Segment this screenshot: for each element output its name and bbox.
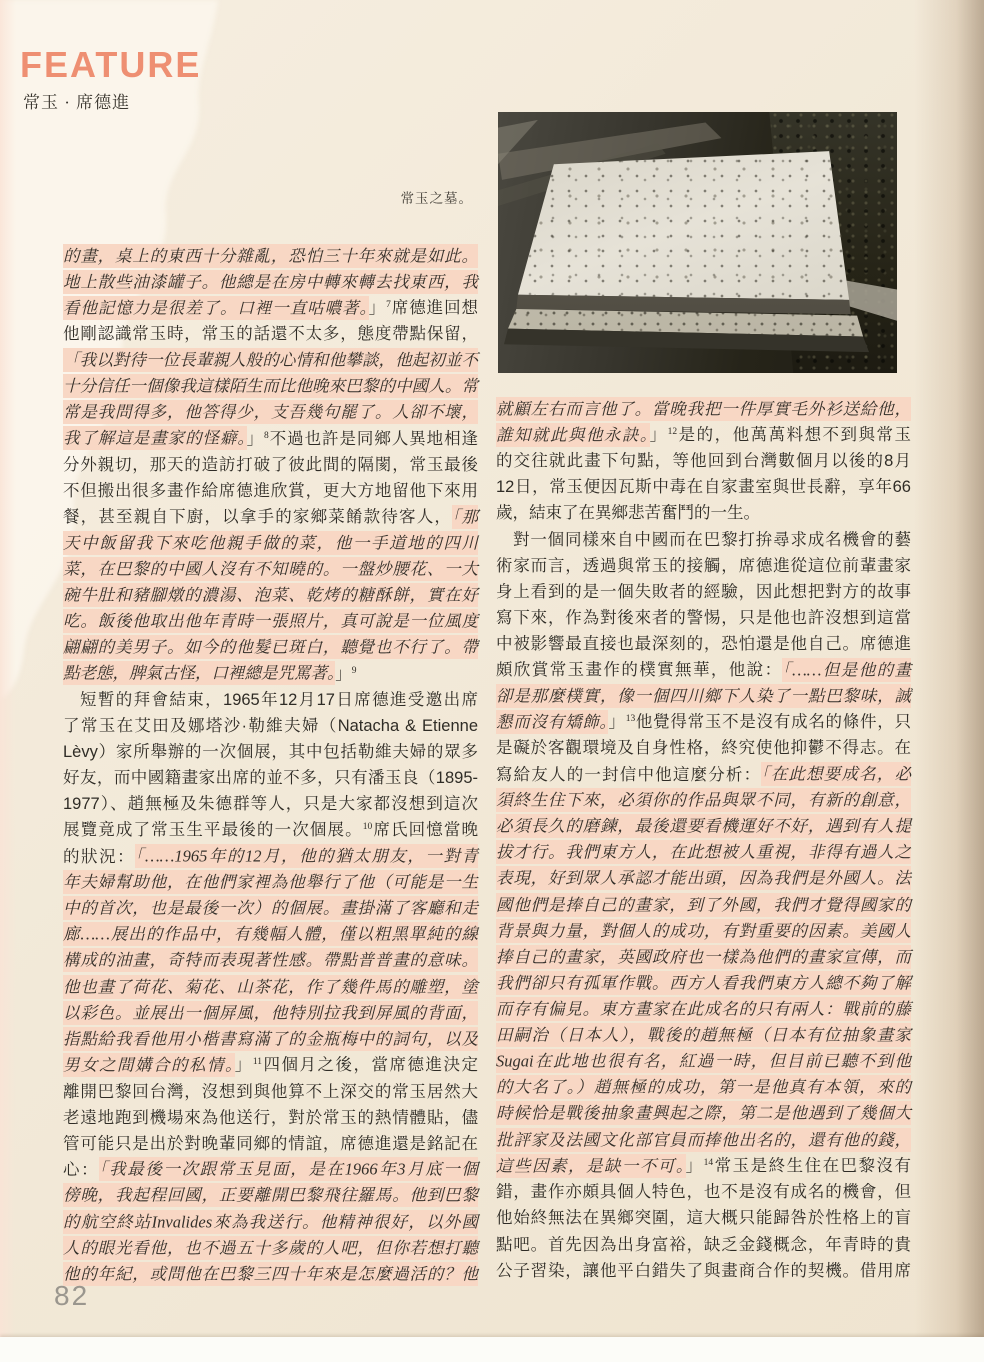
body-text: 公子習染，讓他平白錯失了與畫商合作的契機。借用席 (496, 1261, 911, 1280)
body-text: 是礙於客觀環境及自身性格，終究使他抑鬱不得志。在 (496, 739, 911, 758)
quoted-highlighted-text: 「……1965年的12月，他的猶太朋友，一對青 (135, 844, 478, 868)
text-line (63, 870, 478, 896)
quoted-highlighted-text: 須終生住下來，必須你的作品與眾不同，有新的創意， (496, 788, 911, 812)
quoted-highlighted-text: 十分信任一個像我這樣陌生而比他晚來巴黎的中國人。常 (63, 374, 478, 398)
text-line (496, 762, 911, 788)
footnote-marker: 12 (667, 427, 678, 438)
text-line (63, 713, 478, 739)
text-line (496, 840, 911, 866)
text-line (63, 295, 478, 321)
text-line (496, 918, 911, 944)
text-line (63, 896, 478, 922)
text-line (63, 1079, 478, 1105)
quoted-highlighted-text: 的大名了。）趙無極的成功，第一是他真有本領，來的 (496, 1075, 911, 1099)
body-text: 管可能只是出於對晚輩同鄉的情誼，席德進還是銘記在 (63, 1134, 478, 1153)
quoted-highlighted-text: 「我最後一次跟常玉見面，是在1966年3月底一個 (99, 1157, 478, 1181)
quoted-highlighted-text: 「……但是他的畫 (782, 658, 911, 682)
quoted-highlighted-text: 男女之間媾合的私情。 (63, 1053, 235, 1077)
quoted-highlighted-text: 「在此想要成名，必 (761, 762, 911, 786)
body-text: 常玉是終生住在巴黎沒有 (713, 1157, 912, 1176)
feature-heading: FEATURE (20, 44, 202, 85)
quoted-highlighted-text: 就顧左右而言他了。當晚我把一件厚實毛外衫送給他， (496, 397, 911, 421)
right-text-column (496, 396, 911, 1284)
quoted-highlighted-text: 碗牛肚和豬腳燉的濃湯、泡菜、乾烤的糖酥餅，實在好 (63, 583, 478, 607)
quoted-highlighted-text: 時候恰是戰後抽象畫興起之際，第二是他遇到了幾個大 (496, 1101, 911, 1125)
text-line (63, 948, 478, 974)
text-line (63, 661, 478, 687)
text-line (496, 396, 911, 422)
quoted-highlighted-text: 翩翩的美男子。如今的他髮已斑白，聽覺也不行了。帶 (63, 635, 478, 659)
footnote-marker: 14 (703, 1158, 714, 1169)
body-text: 席德進回想 (390, 299, 478, 318)
body-text: 點吧。首先因為出身富裕，缺乏金錢概念，年青時的貴 (496, 1235, 911, 1254)
text-line (496, 1127, 911, 1153)
text-line (496, 579, 911, 605)
text-line (63, 556, 478, 582)
body-text: 」 (608, 713, 626, 732)
quoted-highlighted-text: 的畫，桌上的東西十分雜亂，恐怕三十年來就是如此。 (63, 244, 478, 268)
body-text: 是的，他萬萬料想不到與常玉 (677, 426, 912, 445)
body-text: 歲，結束了在異鄉悲苦奮鬥的一生。 (496, 504, 760, 523)
text-line (496, 1049, 911, 1075)
quoted-highlighted-text: 這些因素，是缺一不可。 (496, 1154, 686, 1178)
body-text: 」 (234, 1056, 253, 1075)
text-line (496, 814, 911, 840)
quoted-highlighted-text: 田嗣治（日本人），戰後的趙無極（日本有位抽象畫家 (496, 1023, 911, 1047)
quoted-highlighted-text: 表現，好到眾人承認才能出頭，因為我們是外國人。法 (496, 866, 911, 890)
text-line (63, 974, 478, 1000)
text-line (496, 944, 911, 970)
body-text: 」 (649, 426, 668, 445)
text-line (63, 400, 478, 426)
quoted-highlighted-text: 傍晚，我起程回國，正要離開巴黎飛往羅馬。他到巴黎 (63, 1183, 478, 1207)
body-text: 離開巴黎回台灣，沒想到與他算不上深交的常玉居然大 (63, 1082, 478, 1101)
photo-caption: 常玉之墓。 (400, 191, 473, 206)
text-line (63, 426, 478, 452)
text-line (63, 609, 478, 635)
body-text: 短暫的拜會結束，1965年12月17日席德進受邀出席 (80, 690, 478, 709)
quoted-highlighted-text: 他也畫了荷花、菊花、山茶花，作了幾件馬的雕塑，塗 (63, 975, 478, 999)
text-line (63, 243, 478, 269)
text-line (496, 657, 911, 683)
body-text: 他覺得常玉不是沒有成名的條件，只 (635, 713, 912, 732)
quoted-highlighted-text: 常是我問得多，他答得少，支吾幾句罷了。人卻不壞， (63, 400, 478, 424)
text-line (496, 1101, 911, 1127)
body-text: 好友，而中國籍畫家出席的並不多，只有潘玉良（1895- (63, 769, 478, 788)
text-line (496, 500, 911, 526)
body-text: 」 (246, 429, 264, 448)
text-line (63, 1183, 478, 1209)
text-line (63, 1261, 478, 1287)
body-text: 中被影響最直接也最深刻的，恐怕還是他自己。席德進 (496, 634, 911, 653)
text-line (63, 478, 478, 504)
text-line (63, 1157, 478, 1183)
text-line (496, 605, 911, 631)
text-line (496, 683, 911, 709)
body-text: 他始終無法在異鄉突圍，這大概只能歸咎於性格上的盲 (496, 1209, 911, 1228)
body-text: 分外親切，那天的造訪打破了彼此間的隔閡，常玉最後 (63, 455, 478, 474)
text-line (496, 1179, 911, 1205)
quoted-highlighted-text: 批評家及法國文化部官員而捧他出名的，還有他的錢， (496, 1128, 911, 1152)
text-line (63, 1052, 478, 1078)
quoted-highlighted-text: 菜，在巴黎的中國人沒有不知曉的。一盤炒腰花、一大 (63, 557, 478, 581)
body-text: 寫下來，作為對後來者的警惕，只是他也許沒想到這當 (496, 608, 911, 627)
text-line (63, 347, 478, 373)
body-text: 術家而言，透過與常玉的接觸，席德進從這位前輩畫家 (496, 556, 911, 575)
text-line (63, 374, 478, 400)
quoted-highlighted-text: 指點給我看他用小楷書寫滿了的金瓶梅中的詞句，以及 (63, 1027, 478, 1051)
quoted-highlighted-text: 年夫婦幫助他，在他們家裡為他舉行了他（可能是一生 (63, 870, 478, 894)
quoted-highlighted-text: 國他們是捧自己的畫家，到了外國，我們才覺得國家的 (496, 893, 911, 917)
body-text: 寫給友人的一封信中他這麼分析： (496, 765, 762, 784)
article-subtitle: 常玉 · 席德進 (23, 93, 131, 112)
text-line (496, 892, 911, 918)
body-text: Lèvy）家所舉辦的一次個展，其中包括勒維夫婦的眾多 (63, 743, 478, 762)
text-line (63, 817, 478, 843)
scan-bottom-edge (0, 1337, 984, 1362)
text-line (496, 474, 911, 500)
quoted-highlighted-text: 人的眼光看他，也不過五十多歲的人吧，但你若想打聽 (63, 1236, 478, 1260)
page-number: 82 (54, 1280, 90, 1311)
body-text: 不過也許是同鄉人異地相逢 (268, 429, 478, 448)
text-line (63, 1000, 478, 1026)
text-line (63, 321, 478, 347)
body-text: 心： (63, 1160, 100, 1179)
body-text: 」 (685, 1157, 704, 1176)
scan-left-edge (0, 0, 16, 1340)
quoted-highlighted-text: 構成的油畫，奇特而表現著性感。帶點普普畫的意味。 (63, 948, 478, 972)
quoted-highlighted-text: 他的年紀，或問他在巴黎三四十年來是怎麼過活的？他 (63, 1262, 478, 1286)
quoted-highlighted-text: 以彩色。並展出一個屏風，他特別拉我到屏風的背面， (63, 1001, 478, 1025)
quoted-highlighted-text: 我們卻只有孤軍作戰。西方人看我們東方人總不夠了解 (496, 971, 911, 995)
body-text: 餐，甚至親自下廚，以拿手的家鄉菜餚款待客人， (63, 508, 453, 527)
quoted-highlighted-text: 「那 (452, 505, 478, 529)
quoted-highlighted-text: 懇而沒有矯飾。 (496, 710, 608, 734)
body-text: 四個月之後，當席德進決定 (261, 1056, 479, 1075)
text-line (496, 735, 911, 761)
body-text: 老遠地跑到機場來為他送行，對於常玉的熱情體貼，儘 (63, 1108, 478, 1127)
quoted-highlighted-text: 我了解這是畫家的怪癖。 (63, 426, 247, 450)
text-line (496, 866, 911, 892)
text-line (63, 791, 478, 817)
text-line (63, 504, 478, 530)
text-line (496, 1153, 911, 1179)
text-line (496, 631, 911, 657)
text-line (63, 1235, 478, 1261)
footnote-marker: 7 (386, 300, 391, 311)
left-text-column (63, 243, 478, 1287)
text-line (63, 1209, 478, 1235)
footnote-marker: 9 (351, 665, 357, 676)
quoted-highlighted-text: 捧自己的畫家，英國政府也一樣為他們的畫家宣傳，而 (496, 945, 911, 969)
text-line (63, 582, 478, 608)
quoted-highlighted-text: 廊……展出的作品中，有幾幅人體，僅以粗黑單純的線 (63, 922, 478, 946)
body-text: 的交往就此畫下句點，等他回到台灣數個月以後的8月 (496, 452, 911, 471)
body-text: 了常玉在艾田及娜塔沙·勒維夫婦（Natacha & Etienne (63, 716, 478, 735)
text-line (496, 788, 911, 814)
body-text: 1977）、趙無極及朱德群等人，只是大家都沒想到這次 (63, 795, 478, 814)
quoted-highlighted-text: 卻是那麼樸實，像一個四川鄉下人染了一點巴黎味，誠 (496, 684, 911, 708)
footnote-marker: 13 (625, 714, 636, 725)
footnote-marker: 11 (252, 1057, 262, 1068)
quoted-highlighted-text: Sugai在此地也很有名，紅過一時，但目前已聽不到他 (496, 1049, 911, 1073)
quoted-highlighted-text: 拔才行。我們東方人，在此想被人重視，非得有過人之 (496, 840, 911, 864)
footnote-marker: 10 (362, 822, 373, 833)
quoted-highlighted-text: 而存有偏見。東方畫家在此成名的只有兩人：戰前的藤 (496, 997, 911, 1021)
body-text: 對一個同樣來自中國而在巴黎打拚尋求成名機會的藝 (513, 530, 911, 549)
text-line (496, 1075, 911, 1101)
body-text: 」 (368, 299, 387, 318)
text-line (496, 709, 911, 735)
text-line (63, 844, 478, 870)
text-line (63, 765, 478, 791)
text-line (496, 1023, 911, 1049)
body-text: 他剛認識常玉時，常玉的話還不太多，態度帶點保留， (63, 325, 478, 344)
text-line (496, 970, 911, 996)
quoted-highlighted-text: 誰知就此與他永訣。 (496, 423, 650, 447)
text-line (496, 527, 911, 553)
text-line (496, 1258, 911, 1284)
body-text: 不但搬出很多畫作給席德進欣賞，更大方地留他下來用 (63, 481, 478, 500)
body-text: 頗欣賞常玉畫作的樸實無華，他說： (496, 661, 783, 680)
text-line (63, 1131, 478, 1157)
quoted-highlighted-text: 點老態，脾氣古怪，口裡總是咒罵著。 (63, 661, 335, 685)
quoted-highlighted-text: 背景與力量，對個人的成功，有對重要的因素。美國人 (496, 919, 911, 943)
quoted-highlighted-text: 中的首次，也是最後一次）的個展。畫掛滿了客廳和走 (63, 896, 478, 920)
text-line (496, 997, 911, 1023)
quoted-highlighted-text: 看他記憶力是很差了。口裡一直咕噥著。 (63, 296, 369, 320)
text-line (63, 269, 478, 295)
grave-photo (498, 112, 897, 373)
text-line (496, 422, 911, 448)
text-line (63, 922, 478, 948)
scan-right-shadow (914, 0, 984, 1337)
quoted-highlighted-text: 天中飯留我下來吃他親手做的菜，他一手道地的四川 (63, 531, 478, 555)
text-line (496, 1205, 911, 1231)
body-text: 身上看到的是一個失敗者的經驗，因此想把對方的故事 (496, 582, 911, 601)
text-line (63, 452, 478, 478)
quoted-highlighted-text: 地上散些油漆罐子。他總是在房中轉來轉去找東西，我 (63, 270, 478, 294)
body-text: 12日，常玉便因瓦斯中毒在自家畫室與世長辭，享年66 (496, 478, 911, 497)
quoted-highlighted-text: 吃。飯後他取出他年青時一張照片，真可說是一位風度 (63, 609, 478, 633)
text-line (63, 739, 478, 765)
text-line (63, 687, 478, 713)
quoted-highlighted-text: 「我以對待一位長輩親人般的心情和他攀談，他起初並不 (63, 348, 478, 372)
quoted-highlighted-text: 必須長久的磨鍊，最後還要看機運好不好，遇到有人提 (496, 814, 911, 838)
footnote-marker: 8 (264, 430, 269, 441)
body-text: 」 (335, 664, 352, 683)
text-line (63, 1105, 478, 1131)
text-line (63, 530, 478, 556)
body-text: 展覽竟成了常玉生平最後的一次個展。 (63, 821, 363, 840)
text-line (496, 448, 911, 474)
quoted-highlighted-text: 的航空終站Invalides來為我送行。他精神很好，以外國 (63, 1210, 478, 1234)
text-line (63, 635, 478, 661)
text-line (496, 553, 911, 579)
body-text: 的狀況： (63, 847, 136, 866)
body-text: 錯，畫作亦頗具個人特色，也不是沒有成名的機會，但 (496, 1183, 911, 1202)
text-line (63, 1026, 478, 1052)
text-line (496, 1232, 911, 1258)
body-text: 席氏回憶當晚 (372, 821, 479, 840)
